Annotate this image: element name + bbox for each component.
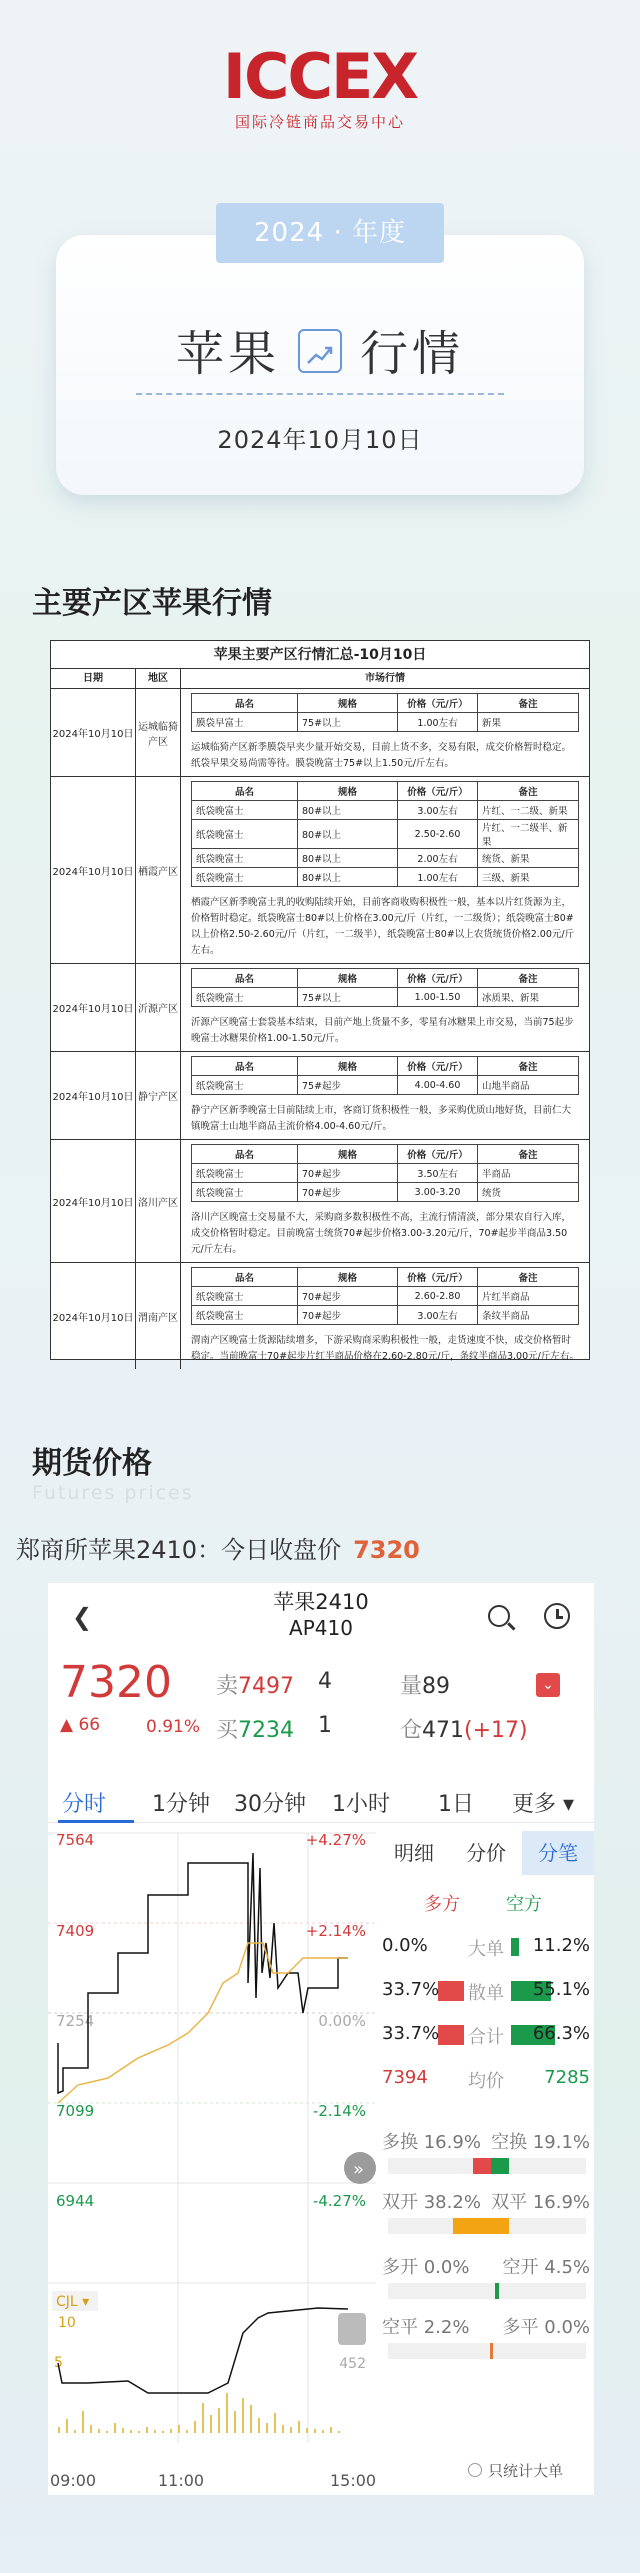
- flow-big-label: 大单: [468, 1939, 504, 1960]
- volume-bar: [170, 2429, 172, 2433]
- sub-header: 价格（元/斤）: [398, 1268, 478, 1287]
- price-change: ▲ 66: [60, 1715, 101, 1735]
- volume-bar: [338, 2431, 340, 2433]
- volume-bar: [122, 2428, 124, 2433]
- tab-tick[interactable]: 分笔: [522, 1831, 594, 1875]
- sub-header: 品名: [192, 1145, 298, 1164]
- year-badge: 2024 · 年度: [216, 203, 444, 263]
- time-label-2: 15:00: [330, 2471, 377, 2490]
- tab-more[interactable]: 更多 ▾: [512, 1792, 575, 1817]
- table-row: [192, 1183, 579, 1202]
- pos-0-rv: 19.1%: [532, 2132, 590, 2153]
- sub-header: 价格（元/斤）: [398, 782, 478, 801]
- app-header: [48, 1583, 594, 1649]
- sub-header: 价格（元/斤）: [398, 969, 478, 988]
- market-note: 运城临猗产区新季膜袋早夹少量开始交易，目前上货不多，交易有限，成交价格暂时稳定。纸袋早果交易尚需等待。膜袋晚富士75#以上1.50元/斤左右。: [191, 742, 572, 769]
- table-body: [51, 689, 589, 1369]
- logo-mark: ICCEX: [222, 40, 418, 113]
- pos-2-lv: 0.0%: [423, 2257, 470, 2278]
- table-cell: 纸袋晚富士: [192, 988, 298, 1007]
- logo-subtitle: 国际冷链商品交易中心: [234, 113, 405, 131]
- table-cell: 纸袋晚富士: [192, 1183, 298, 1202]
- tab-detail[interactable]: 明细: [394, 1841, 434, 1865]
- table-cell: 片红、一二级、新果: [478, 801, 579, 820]
- y-label-right-3: -2.14%: [312, 2102, 366, 2120]
- pos-bar-0: [388, 2158, 586, 2174]
- market-note: 沂源产区晚富士套袋基本结束，目前产地上货量不多，零星有冰糖果上市交易，当前75起步晚富士冰糖果价格1.00-1.50元/斤。: [191, 1017, 574, 1044]
- group-market: [181, 1263, 589, 1369]
- oi-change: (+17): [464, 1718, 528, 1743]
- avg-sell: 7285: [544, 2067, 590, 2088]
- volume-bar: [266, 2423, 268, 2433]
- table-cell: 纸袋晚富士: [192, 1287, 298, 1306]
- average-line: [58, 1943, 348, 2103]
- table-row: [192, 1076, 579, 1095]
- sub-header: 品名: [192, 1268, 298, 1287]
- bid-price: 7234: [238, 1718, 295, 1743]
- table-cell: 1.00左右: [398, 868, 478, 887]
- pos-2-rv: 4.5%: [544, 2257, 590, 2278]
- table-cell: 80#以上: [298, 801, 398, 820]
- sub-header: 备注: [478, 782, 579, 801]
- sub-header: 备注: [478, 694, 579, 713]
- open-interest-line: [58, 2308, 348, 2393]
- price-table: [191, 1144, 579, 1202]
- table-cell: 纸袋晚富士: [192, 820, 298, 849]
- sub-header: 价格（元/斤）: [398, 1057, 478, 1076]
- volume-bars: [58, 2393, 340, 2433]
- price-table: [191, 1056, 579, 1095]
- y-label-left-2: 7254: [56, 2012, 95, 2030]
- buy-side-head: 多方: [424, 1894, 460, 1915]
- table-header: [51, 669, 589, 689]
- report-date: 2024年10月10日: [217, 426, 423, 454]
- sub-header: 规格: [298, 1145, 398, 1164]
- pos-1-l: 双开: [382, 2192, 418, 2213]
- group-area: 渭南产区: [136, 1263, 181, 1369]
- market-note: 栖霞产区新季晚富士乳的收购陆续开始，目前客商收购积极性一般，基本以片红货源为主，价格暂时稳定。纸袋晚富士80#以上价格在3.00元/斤（片红，一二级货）；纸袋晚富士80#以上价格2.50-2.60元/斤（片红，一二级半），纸袋晚富士80#以上农货统货价格2.00元/斤左右。: [191, 897, 575, 956]
- volume-bar: [322, 2430, 324, 2433]
- time-label-1: 11:00: [158, 2471, 205, 2490]
- futures-close-price: 7320: [353, 1536, 420, 1564]
- bid-qty: 1: [318, 1713, 332, 1738]
- volume-bar: [74, 2430, 76, 2433]
- price-change-pct: 0.91%: [146, 1717, 201, 1737]
- flow-mid-buy: 33.7%: [382, 1979, 440, 2000]
- table-group: [51, 1263, 589, 1369]
- sub-header: 规格: [298, 694, 398, 713]
- sub-header: 品名: [192, 694, 298, 713]
- market-note: 静宁产区新季晚富士目前陆续上市，客商订货积极性一般，多采购优质山地好货，目前仁大镇晚富士山地半商品主流价格4.00-4.60元/斤。: [191, 1105, 572, 1132]
- volume-bar: [130, 2430, 132, 2433]
- y-label-left-4: 6944: [56, 2192, 95, 2210]
- table-row: [192, 801, 579, 820]
- table-row: [192, 849, 579, 868]
- ask-price: 7497: [238, 1674, 295, 1699]
- title-left: 苹果: [175, 326, 280, 382]
- price-line: [58, 1853, 348, 2093]
- volume-bar: [226, 2393, 228, 2433]
- table-cell: 70#起步: [298, 1183, 398, 1202]
- price-table: [191, 1267, 579, 1325]
- volume-bar: [106, 2431, 108, 2433]
- pos-3-l: 空平: [382, 2317, 418, 2338]
- group-date: 2024年10月10日: [51, 1052, 136, 1139]
- header-date: 日期: [51, 669, 136, 688]
- volume-bar: [154, 2430, 156, 2433]
- sub-header: 备注: [478, 1057, 579, 1076]
- flow-mid-label: 散单: [468, 1983, 504, 2004]
- table-cell: 新果: [478, 713, 579, 732]
- volume-axis-max: 10: [58, 2315, 76, 2331]
- bid-label: 买: [216, 1718, 239, 1743]
- table-cell: 3.50左右: [398, 1164, 478, 1183]
- tab-1day[interactable]: 1日: [438, 1792, 474, 1817]
- oi-label: 仓: [400, 1718, 423, 1743]
- pos-0-lv: 16.9%: [423, 2132, 481, 2153]
- chevron-left-icon[interactable]: ❮: [72, 1603, 93, 1631]
- group-date: 2024年10月10日: [51, 964, 136, 1051]
- price-table: [191, 968, 579, 1007]
- futures-close-line: [16, 1530, 420, 1565]
- bid-quote: [216, 1713, 294, 1744]
- avg-label: 均价: [468, 2071, 504, 2092]
- volume-bar: [306, 2428, 308, 2433]
- sub-header: 品名: [192, 969, 298, 988]
- table-row: [192, 713, 579, 732]
- tab-30min[interactable]: 30分钟: [234, 1792, 306, 1817]
- tab-1hour[interactable]: 1小时: [332, 1792, 390, 1817]
- market-note: 渭南产区晚富士货源陆续增多，下游采购商采购积极性一般，走货速度不快，成交价格暂时稳定。当前晚富士70#起步片红半商品价格在2.60-2.80元/斤，条纹半商品3.00元/斤左右。: [191, 1335, 579, 1362]
- pos-2-l: 多开: [382, 2257, 418, 2278]
- sub-header: 规格: [298, 969, 398, 988]
- volume-bar: [114, 2423, 116, 2433]
- table-cell: 2.00左右: [398, 849, 478, 868]
- table-group: [51, 1140, 589, 1263]
- flow-sum-sell: 66.3%: [532, 2023, 590, 2044]
- table-row: [192, 988, 579, 1007]
- side-panel: [378, 1823, 594, 2483]
- trading-app: [48, 1583, 594, 2495]
- group-market: [181, 964, 589, 1051]
- volume-bar: [90, 2425, 92, 2433]
- table-row: [192, 1164, 579, 1183]
- table-cell: 膜袋早富士: [192, 713, 298, 732]
- sub-header: 备注: [478, 1268, 579, 1287]
- sub-header: 品名: [192, 1057, 298, 1076]
- sub-header: 规格: [298, 782, 398, 801]
- y-label-left-0: 7564: [56, 1831, 95, 1849]
- y-label-right-4: -4.27%: [312, 2192, 366, 2210]
- ask-label: 卖: [216, 1674, 239, 1699]
- ask-quote: [216, 1669, 294, 1700]
- price-table: [191, 693, 579, 732]
- table-group: [51, 1052, 589, 1140]
- tab-price-dist[interactable]: 分价: [466, 1841, 506, 1865]
- table-group: [51, 777, 589, 964]
- group-area: 运城临猗产区: [136, 689, 181, 776]
- group-market: [181, 1052, 589, 1139]
- tab-intraday[interactable]: 分时: [62, 1792, 107, 1817]
- logo: [0, 40, 640, 132]
- pos-1-r: 双平: [491, 2192, 528, 2213]
- table-cell: 冰质果、新果: [478, 988, 579, 1007]
- volume-bar: [210, 2415, 212, 2433]
- copy-icon[interactable]: [338, 2313, 366, 2345]
- table-cell: 70#起步: [298, 1287, 398, 1306]
- table-cell: 70#起步: [298, 1164, 398, 1183]
- avg-buy: 7394: [382, 2067, 428, 2088]
- table-cell: 统货: [478, 1183, 579, 1202]
- volume-bar: [178, 2425, 180, 2433]
- table-cell: 1.00左右: [398, 713, 478, 732]
- volume-bar: [82, 2411, 84, 2433]
- title-divider: [136, 393, 504, 395]
- table-cell: 80#以上: [298, 849, 398, 868]
- price-table: [191, 781, 579, 887]
- title-right: 行情: [360, 326, 465, 382]
- market-note: 洛川产区晚富士交易量不大，采购商多数积极性不高，主流行情清淡，部分果农自行入库，成交价格暂时稳定。目前晚富士统货70#起步价格3.00-3.20元/斤，70#起步半商品3.50元/斤左右。: [191, 1212, 572, 1255]
- table-cell: 片红半商品: [478, 1287, 579, 1306]
- volume-bar: [298, 2421, 300, 2433]
- intraday-chart[interactable]: [48, 1823, 376, 2443]
- flow-big-buy: 0.0%: [382, 1935, 428, 1956]
- table-cell: 70#起步: [298, 1306, 398, 1325]
- pos-3-lv: 2.2%: [423, 2317, 470, 2338]
- pos-0-l: 多换: [382, 2132, 418, 2153]
- table-cell: 1.00-1.50: [398, 988, 478, 1007]
- table-cell: 片红、一二级半、新果: [478, 820, 579, 849]
- pos-3-rv: 0.0%: [544, 2317, 590, 2338]
- volume-label: 量: [400, 1674, 423, 1699]
- volume-indicator-select[interactable]: CJL ▾: [56, 2294, 90, 2310]
- group-area: 静宁产区: [136, 1052, 181, 1139]
- group-area: 洛川产区: [136, 1140, 181, 1262]
- flow-big-sell: 11.2%: [532, 1935, 590, 1956]
- clock-icon[interactable]: [544, 1603, 570, 1629]
- group-market: [181, 777, 589, 963]
- table-cell: 统货、新果: [478, 849, 579, 868]
- pos-bar-3: [388, 2343, 586, 2359]
- table-cell: 条纹半商品: [478, 1306, 579, 1325]
- side-tabs: [378, 1831, 594, 1875]
- table-row: [192, 820, 579, 849]
- group-market: [181, 689, 589, 776]
- volume-bar: [186, 2430, 188, 2433]
- table-cell: 80#以上: [298, 820, 398, 849]
- table-cell: 3.00左右: [398, 1306, 478, 1325]
- table-cell: 半商品: [478, 1164, 579, 1183]
- table-cell: 山地半商品: [478, 1076, 579, 1095]
- volume: [400, 1669, 450, 1700]
- y-label-right-1: +2.14%: [305, 1922, 366, 1940]
- futures-close-label: 郑商所苹果2410：今日收盘价: [16, 1536, 342, 1564]
- only-big-orders-toggle[interactable]: 只统计大单: [468, 2460, 563, 2481]
- volume-bar: [234, 2411, 236, 2433]
- volume-bar: [314, 2429, 316, 2433]
- volume-bar: [274, 2413, 276, 2433]
- header-market: 市场行情: [365, 673, 405, 684]
- table-cell: 4.00-4.60: [398, 1076, 478, 1095]
- volume-bar: [242, 2398, 244, 2433]
- table-row: [192, 868, 579, 887]
- pos-0-r: 空换: [491, 2132, 528, 2153]
- y-label-right-2: 0.00%: [318, 2012, 366, 2030]
- volume-value: 89: [422, 1674, 451, 1699]
- sub-header: 备注: [478, 969, 579, 988]
- pos-bar-1: [388, 2218, 586, 2234]
- pos-3-r: 多平: [502, 2317, 539, 2338]
- table-cell: 纸袋晚富士: [192, 1076, 298, 1095]
- group-area: 沂源产区: [136, 964, 181, 1051]
- table-cell: 80#以上: [298, 868, 398, 887]
- open-interest: [400, 1713, 528, 1744]
- table-cell: 纸袋晚富士: [192, 801, 298, 820]
- volume-bar: [290, 2427, 292, 2433]
- table-cell: 75#以上: [298, 988, 398, 1007]
- volume-bar: [218, 2408, 220, 2433]
- pos-2-r: 空开: [502, 2257, 539, 2278]
- table-cell: 三级、新果: [478, 868, 579, 887]
- header-area: 地区: [136, 669, 181, 688]
- table-cell: 75#以上: [298, 713, 398, 732]
- section-heading-futures: 期货价格: [32, 1446, 152, 1481]
- flow-mid-sell: 55.1%: [532, 1979, 590, 2000]
- timeframe-tabs: [48, 1779, 594, 1823]
- table-cell: 纸袋晚富士: [192, 1306, 298, 1325]
- volume-bar: [202, 2403, 204, 2433]
- table-cell: 2.50-2.60: [398, 820, 478, 849]
- expand-quote-icon[interactable]: ⌄: [536, 1673, 560, 1697]
- pos-bar-2: [388, 2283, 586, 2299]
- table-cell: 3.00-3.20: [398, 1183, 478, 1202]
- oi-axis-label: 452: [339, 2356, 366, 2372]
- sub-header: 价格（元/斤）: [398, 1145, 478, 1164]
- market-table: [50, 640, 590, 1360]
- volume-bar: [282, 2425, 284, 2433]
- group-area: 栖霞产区: [136, 777, 181, 963]
- time-label-0: 09:00: [50, 2471, 97, 2490]
- volume-axis-mid: 5: [54, 2355, 63, 2371]
- oi-value: 471: [422, 1718, 465, 1743]
- tab-1min[interactable]: 1分钟: [152, 1792, 210, 1817]
- y-label-left-3: 7099: [56, 2102, 95, 2120]
- table-cell: 2.60-2.80: [398, 1287, 478, 1306]
- svg-text:»: »: [353, 2159, 365, 2180]
- volume-bar: [330, 2427, 332, 2433]
- group-market: [181, 1140, 589, 1262]
- volume-bar: [58, 2427, 60, 2433]
- volume-bar: [138, 2431, 140, 2433]
- sub-header: 备注: [478, 1145, 579, 1164]
- volume-bar: [66, 2419, 68, 2433]
- flow-sum-label: 合计: [468, 2027, 504, 2048]
- title-card: [56, 235, 584, 495]
- table-row: [192, 1287, 579, 1306]
- pos-1-lv: 38.2%: [423, 2192, 481, 2213]
- volume-bar: [250, 2405, 252, 2433]
- volume-bar: [146, 2427, 148, 2433]
- search-icon[interactable]: [488, 1605, 510, 1627]
- y-label-right-0: +4.27%: [305, 1831, 366, 1849]
- table-cell: 纸袋晚富士: [192, 1164, 298, 1183]
- sub-header: 价格（元/斤）: [398, 694, 478, 713]
- volume-bar: [258, 2418, 260, 2433]
- volume-bar: [162, 2431, 164, 2433]
- table-title: 苹果主要产区行情汇总-10月10日: [51, 641, 589, 669]
- table-cell: 纸袋晚富士: [192, 868, 298, 887]
- section-heading-regions: 主要产区苹果行情: [32, 586, 272, 621]
- sub-header: 品名: [192, 782, 298, 801]
- table-row: [192, 1306, 579, 1325]
- group-date: 2024年10月10日: [51, 689, 136, 776]
- page-title: [56, 315, 584, 384]
- y-label-left-1: 7409: [56, 1922, 95, 1940]
- flow-sum-buy: 33.7%: [382, 2023, 440, 2044]
- sell-side-head: 空方: [506, 1894, 542, 1915]
- table-group: [51, 964, 589, 1052]
- sub-header: 规格: [298, 1268, 398, 1287]
- last-price: 7320: [60, 1657, 172, 1708]
- table-cell: 纸袋晚富士: [192, 849, 298, 868]
- section-heading-futures-en: Futures prices: [32, 1482, 194, 1504]
- ask-qty: 4: [318, 1669, 332, 1694]
- volume-bar: [98, 2429, 100, 2433]
- group-date: 2024年10月10日: [51, 777, 136, 963]
- sub-header: 规格: [298, 1057, 398, 1076]
- volume-bar: [194, 2421, 196, 2433]
- table-cell: 3.00左右: [398, 801, 478, 820]
- contract-code: AP410: [289, 1616, 353, 1640]
- group-date: 2024年10月10日: [51, 1263, 136, 1369]
- pos-1-rv: 16.9%: [532, 2192, 590, 2213]
- contract-name: 苹果2410: [273, 1590, 369, 1614]
- table-group: [51, 689, 589, 777]
- trend-chart-icon: [298, 329, 342, 373]
- table-cell: 75#起步: [298, 1076, 398, 1095]
- group-date: 2024年10月10日: [51, 1140, 136, 1262]
